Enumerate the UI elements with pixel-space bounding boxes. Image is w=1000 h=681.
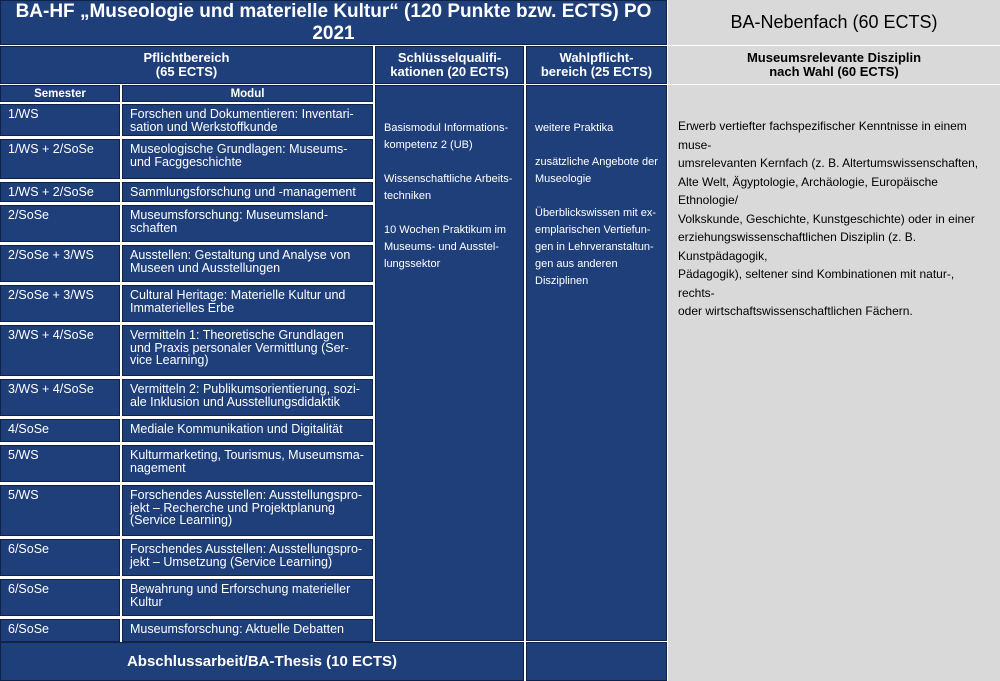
modul-cell: Sammlungsforschung und -management bbox=[122, 182, 373, 202]
modul-cell: Ausstellen: Gestaltung und Analyse von Museen und Ausstellungen bbox=[122, 245, 373, 282]
semester-cell: 5/WS bbox=[0, 485, 120, 536]
modul-cell: Forschendes Ausstellen: Ausstellungspro- jekt – Umsetzung (Service Learning) bbox=[122, 539, 373, 576]
semester-cell: 1/WS + 2/SoSe bbox=[0, 182, 120, 202]
side-title: BA-Nebenfach (60 ECTS) bbox=[668, 0, 1000, 45]
modul-cell: Vermitteln 1: Theoretische Grundlagen und Praxis personaler Vermittlung (Ser- vice Learning) bbox=[122, 325, 373, 376]
modul-cell: Mediale Kommunikation und Digitalität bbox=[122, 419, 373, 442]
semester-cell: 5/WS bbox=[0, 445, 120, 482]
modul-cell: Cultural Heritage: Materielle Kultur und Immaterielles Erbe bbox=[122, 285, 373, 322]
modul-cell: Forschen und Dokumentieren: Inventari- sation und Werkstoffkunde bbox=[122, 104, 373, 136]
semester-cell: 6/SoSe bbox=[0, 579, 120, 616]
semester-cell: 3/WS + 4/SoSe bbox=[0, 325, 120, 376]
modul-cell: Vermitteln 2: Publikumsorientierung, sozi- ale Inklusion und Ausstellungsdidaktik bbox=[122, 379, 373, 416]
museum-body bbox=[668, 85, 1000, 681]
modul-cell: Museologische Grundlagen: Museums- und Facggeschichte bbox=[122, 139, 373, 179]
schluessel-body bbox=[375, 85, 524, 641]
modul-subheader: Modul bbox=[122, 85, 373, 102]
museum-text: Erwerb vertiefter fachspezifischer Kenntnisse in einem muse- umsrelevanten Kernfach (z. B. Altertumswissenschaften, Alte Welt, Ägyptologie, Archäologie, Europäische Ethnologie/ Volkskunde, Geschichte, Kunstgeschichte) oder in einer erziehungswissenschaftlichen Disziplin (z. B. Kunstpädagogik, Pädagogik), seltener sind Kombinationen mit natur-, rechts- oder wirtschaftswissenschaftlichen Fächern. bbox=[678, 119, 979, 318]
wahl-text: weitere Praktika zusätzliche Angebote der Museologie Überblickswissen mit ex- emplarischen Vertiefun- gen in Lehrveranstaltun- gen aus anderen Disziplinen bbox=[535, 122, 658, 287]
modul-cell: Kulturmarketing, Tourismus, Museumsma- nagement bbox=[122, 445, 373, 482]
main-title: BA-HF „Museologie und materielle Kultur“ (120 Punkte bzw. ECTS) PO 2021 bbox=[0, 0, 667, 45]
semester-subheader: Semester bbox=[0, 85, 120, 102]
semester-cell: 3/WS + 4/SoSe bbox=[0, 379, 120, 416]
semester-cell: 2/SoSe + 3/WS bbox=[0, 245, 120, 282]
semester-cell: 1/WS bbox=[0, 104, 120, 136]
pflicht-header: Pflichtbereich (65 ECTS) bbox=[0, 46, 373, 84]
modul-cell: Forschendes Ausstellen: Ausstellungspro- jekt – Recherche und Projektplanung (Service Learning) bbox=[122, 485, 373, 536]
modul-cell: Bewahrung und Erforschung materieller Kultur bbox=[122, 579, 373, 616]
modul-cell: Museumsforschung: Aktuelle Debatten bbox=[122, 619, 373, 642]
schluessel-header: Schlüsselqualifi- kationen (20 ECTS) bbox=[375, 46, 524, 84]
semester-cell: 2/SoSe + 3/WS bbox=[0, 285, 120, 322]
modul-cell: Museumsforschung: Museumsland- schaften bbox=[122, 205, 373, 242]
semester-cell: 1/WS + 2/SoSe bbox=[0, 139, 120, 179]
semester-cell: 4/SoSe bbox=[0, 419, 120, 442]
semester-cell: 6/SoSe bbox=[0, 539, 120, 576]
semester-cell: 6/SoSe bbox=[0, 619, 120, 642]
schluessel-text: Basismodul Informations- kompetenz 2 (UB) Wissenschaftliche Arbeits- techniken 10 Wochen Praktikum im Museums- und Ausstel- lungssektor bbox=[384, 122, 513, 270]
museum-header: Museumsrelevante Disziplin nach Wahl (60 ECTS) bbox=[668, 46, 1000, 84]
wahl-body bbox=[526, 85, 667, 641]
thesis-footer: Abschlussarbeit/BA-Thesis (10 ECTS) bbox=[0, 642, 524, 681]
wahl-header: Wahlpflicht- bereich (25 ECTS) bbox=[526, 46, 667, 84]
footer-filler bbox=[526, 642, 667, 681]
semester-cell: 2/SoSe bbox=[0, 205, 120, 242]
